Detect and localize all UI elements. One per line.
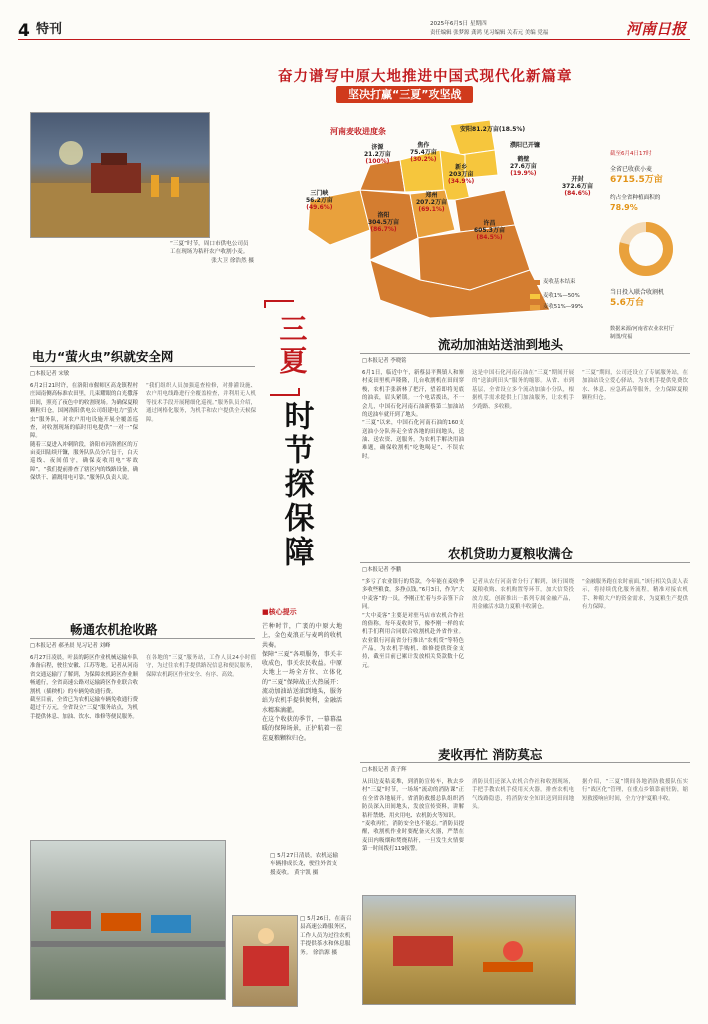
- stats-share-label: 约占全省种植面积的: [610, 194, 661, 201]
- body-harvest: 6月27日凌晨，叶县的跨区作业机械运输车队准备启程，驶往安徽、江苏等地。记者从河南省交通运输厅了解到，为保障农机跨区作业顺畅通行，全省高速公路对运输跨区作业联合收割机（插秧机）的车辆免收通行费。 截至目前，全省已为农机运输车辆免收通行费超过千万元，全省设立“三夏”服务站点，为机手提供休息、加油、饮水、维修等便民服务。: [30, 655, 138, 720]
- dateline: 2025年6月5日 星期四: [430, 21, 487, 27]
- headline-loan: 农机贷助力夏粮收满仓: [448, 546, 574, 561]
- title-sanxia: 三夏: [275, 314, 309, 378]
- harvest-night-scene: [31, 113, 210, 238]
- body-fuel: 6月1日，临近中午，新蔡县平舆镇人和寨村麦田里机声隆隆，几台收割机在田间穿梭，农机手张新林了把汗，望着即将见底的油表，眉头紧锁。一个电话拨出，不一会儿，中国石化河南石油新蔡第二加油站的送油车就开到了地头。 “三夏”以来，中国石化河南石油的160支送油小分队奔走全省各地的田间地头，送油、送农资、送服务，为农机手解决用油难题，确保收割机“吃饱喝足”、不误农时。: [362, 370, 464, 460]
- stats-harvest-label: 全省已收获小麦: [610, 165, 653, 173]
- label-xuchang: 许昌 605.3万亩 (84.5%): [474, 220, 505, 242]
- newspaper-logo: 河南日报: [625, 20, 686, 38]
- vertical-title: [262, 300, 318, 600]
- legend-item: 麦收基本结束: [530, 278, 575, 286]
- byline-firefly: □本报记者 宋敏: [30, 371, 70, 377]
- convoy-scene: [31, 841, 226, 1000]
- body-firefly: 6月2日21时许，在洛阳市偃师区高龙镇程村庄园南侧高标准农田里，几束耀眼的白光撒落田间，照亮了夜色中的收割现场。为确保夏粮颗粒归仓，国网洛阳供电公司组建电力“萤火虫”服务队，对农户用电设施开展全覆盖巡查，对收割现场的临时用电提供“一对一”保障。 随着三夏进入冲刺阶段，洛阳市河洛渔区的万亩麦田陆续开镰，服务队队员分片包干，白天巡线、夜间值守，确保麦收用电“零故障”。“我们提前排查了辖区内的线路设备，确保烘干、灌溉用电可靠。”服务队负责人说。: [30, 383, 138, 482]
- comment-tag: ■核心提示: [262, 608, 297, 616]
- stats-source: 数据来源/河南省农业农村厅: [610, 326, 674, 333]
- caption-convoy: □ 5月27日清晨，农机运输车辆排成长龙，驶往外省支援麦收。 黄宇凯 摄: [270, 853, 339, 876]
- label-anyang: 安阳81.2万亩(18.5%): [460, 126, 526, 133]
- byline-fuel: □本报记者 李晓铭: [362, 358, 407, 364]
- legend-item: 麦收51%—99%: [530, 303, 583, 311]
- stats-share-pct: 78.9%: [610, 203, 638, 213]
- top-left-photo: [30, 112, 210, 238]
- rule-fuel: [360, 353, 690, 354]
- banner-title: 奋力谱写中原大地推进中国式现代化新篇章: [278, 69, 573, 85]
- caption-photographer: 张大卫 徐浩然 摄: [211, 257, 254, 264]
- caption-station: □ 5月26日，在南召县高速公路服务区，工作人员为过往农机手提供茶水和休息服务。 徐浩源 摄: [300, 916, 352, 956]
- body-harvest-2: 在各地的“三夏”服务站，工作人员24小时值守，为过往农机手提供路况信息和便民服务，保障农机跨区作业安全、有序、高效。: [146, 655, 256, 678]
- byline-harvest: □本报记者 郝圣晨 见习记者 刘峰: [30, 643, 111, 649]
- legend-swatch-dark: [530, 280, 540, 285]
- editors-line: 责任编辑 张梦源 龚鸿 见习编辑 关若元 美编 党福: [430, 30, 549, 36]
- body-loan-3: “金融服务跑在农时前面。”该行相关负责人表示，将持续优化服务流程，精准对接农机手、种粮大户的资金需求，为夏粮生产提供有力保障。: [582, 579, 688, 611]
- photo-truck-convoy: [30, 840, 226, 1000]
- label-sanmenxia: 三门峡 56.2万亩 (49.6%): [306, 190, 333, 212]
- rule-harvest: [30, 638, 255, 639]
- body-fire-3: 据介绍，“三夏”期间各地消防救援队伍实行“战区化”管理，在重点乡镇靠前驻防，缩短救援响应时间，全力守护夏粮丰收。: [582, 779, 688, 802]
- body-fire-2: 消防员们还深入农机合作社和收割现场，手把手教农机手使用灭火器，排查农机电气线路隐患，将消防安全知识送到田间地头。: [472, 779, 574, 811]
- photo-service-station: [232, 915, 298, 1007]
- headline-fire: 麦收再忙 消防莫忘: [438, 747, 543, 762]
- station-scene: [233, 916, 298, 1007]
- bracket-mid: [270, 388, 300, 396]
- headline-harvest: 畅通农机抢收路: [70, 622, 158, 637]
- label-hebi: 鹤壁 27.6万亩 (19.9%): [510, 156, 537, 178]
- rule-fire: [360, 762, 690, 763]
- map-title: 河南麦收进度条: [330, 127, 386, 136]
- fire-drill-scene: [363, 896, 576, 1005]
- label-kaifeng: 开封 372.6万亩 (84.6%): [562, 176, 593, 198]
- section-name: 特刊: [36, 22, 63, 37]
- label-xinxiang: 新乡 203万亩 (34.9%): [448, 164, 475, 186]
- body-firefly-2: “我们组织人员加强巡查检修，对排灌设施、农户用电线路进行全覆盖检查，并利用无人机等技术手段开展精细化巡视。”服务队员介绍，通过网格化服务，为机手和农户提供全天候保障。: [146, 383, 256, 423]
- caption-text: “三夏”时节，周口市供电公司员工在现场为秸秆农户收割小麦。: [170, 241, 249, 256]
- share-donut: [616, 219, 676, 279]
- comment-body: 芒种时节，广袤的中原大地上，金色麦浪正与麦鸣的收机共奏。 保障“三夏”各项服务，事关丰收成色，事关农民收益。中原大地上一场全方位、立体化的“三夏”保障战正火热展开：流动加油站送油到地头，服务站为农机手提供便利，金融活水精准滴灌。 在这个收获的季节，一幕幕温暖的保障场景，正护航着一茬茬夏粮颗粒归仓。: [262, 623, 342, 742]
- rule-firefly: [30, 366, 255, 367]
- banner-subtitle: 坚决打赢“三夏”攻坚战: [336, 86, 473, 103]
- body-fire: 从田边麦秸麦堆，到消防宣传车，秋去乡村“三夏”时节，一场场“流动的消防课”正在全省各地展开。省消防救援总队组织消防员深入田间地头，发放宣传资料，讲解秸秆禁烧、用火用电、农机防火等知识。 “麦收再忙，消防安全也不能忘。”消防员提醒，收割机作业时要配备灭火器，严禁在麦田内吸烟和焚烧秸秆，一旦发生火情要第一时间拨打119报警。: [362, 779, 464, 852]
- headline-firefly: 电力“萤火虫”织就安全网: [32, 349, 174, 364]
- headline-fuel: 流动加油站送油到地头: [438, 337, 564, 352]
- title-main: 时节探保障: [278, 400, 314, 570]
- stats-harvest-value: 6715.5万亩: [610, 174, 663, 185]
- page-header: [18, 18, 690, 40]
- body-loan-2: 记者从农行河南省分行了解到，该行围绕夏粮收购、农机购置等环节，加大信贷投放力度，创新推出一系列专属金融产品，用金融活水助力夏粮丰收满仓。: [472, 579, 574, 611]
- map-legend-extra: [530, 278, 575, 289]
- stats-panel: [610, 150, 692, 341]
- label-luoyang: 洛阳 304.5万亩 (86.7%): [368, 212, 399, 234]
- photo-fire-drill: [362, 895, 576, 1005]
- byline-loan: □本报记者 李鹏: [362, 567, 402, 573]
- label-zhengzhou: 郑州 207.2万亩 (69.1%): [416, 192, 447, 214]
- label-jiyuan: 济源 21.2万亩 (100%): [364, 144, 391, 166]
- stats-machines-value: 5.6万台: [610, 298, 644, 309]
- stats-cutoff: 截至6月4日17时: [610, 151, 652, 157]
- label-puyang: 濮阳已开镰: [510, 142, 541, 149]
- body-loan: “多亏了农业银行的贷款，今年能在麦收季多收些粮食，多挣点钱。”6月3日，作为“大中麦客”的一员，李刚正忙着与乡亲签下合同。 “大中麦客”主要是对驻马店市农机合作社的俗称。每年麦收时节，像李刚一样的农机手们利用合同联合收割机赴外省作业。农业银行河南省分行推出“农机贷”等特色产品，为农机手购机、维修提供资金支持，截至目前已累计发放相关贷款数十亿元。: [362, 579, 464, 669]
- stats-credit: 制图/党福: [610, 334, 633, 341]
- bracket-top: [264, 300, 294, 308]
- body-fuel-3: “三夏”期间，公司还设立了专属服务站，在加油站设立爱心驿站，为农机手提供免费饮水、休息、应急药品等服务，全力保障夏粮颗粒归仓。: [582, 370, 688, 402]
- legend-swatch-light: [530, 294, 540, 299]
- label-jiaozuo: 焦作 75.4万亩 (30.2%): [410, 142, 437, 164]
- henan-map-svg: [300, 120, 610, 320]
- body-fuel-2: 这是中国石化河南石油在“三夏”期间开展的“送油到田头”服务的缩影。从省、市到基层，全省设立多个流动加油小分队，根据机手需求提供上门加油服务，让农机手少跑路、多收粮。: [472, 370, 574, 410]
- legend-item: 麦收1%—50%: [530, 292, 583, 300]
- rule-loan: [360, 562, 690, 563]
- map-legend: [530, 292, 583, 315]
- byline-fire: □本报记者 黄子辉: [362, 767, 407, 773]
- top-photo-caption: [170, 240, 254, 265]
- legend-swatch-mid: [530, 305, 540, 310]
- stats-machines-label: 当日投入联合收割机: [610, 289, 665, 297]
- harvest-map: [300, 120, 610, 320]
- page-number: 4: [18, 21, 30, 41]
